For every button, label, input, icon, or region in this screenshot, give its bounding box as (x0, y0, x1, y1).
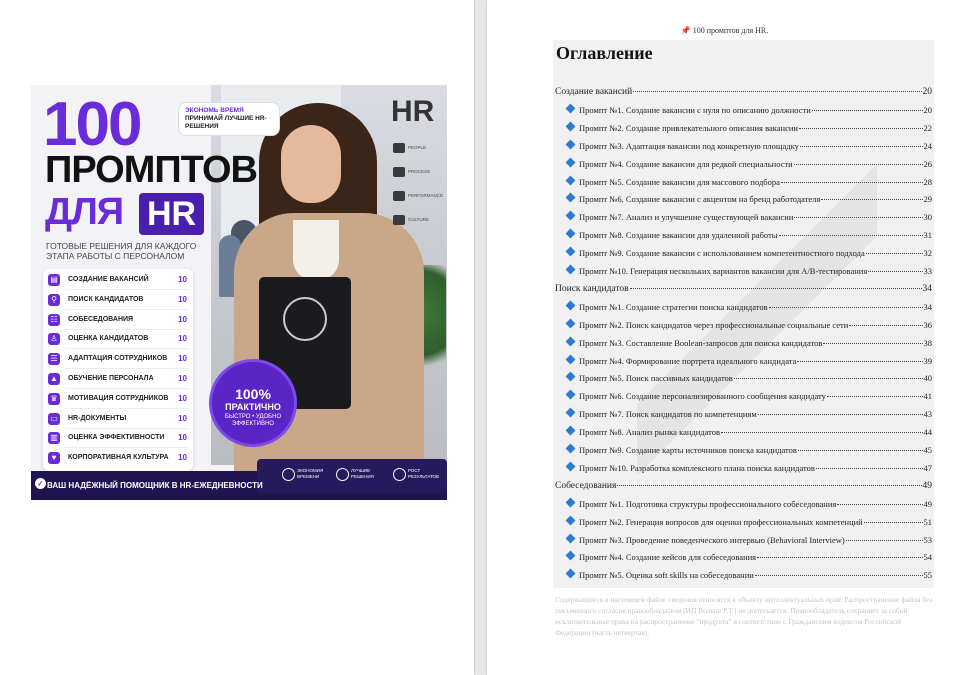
dot-leader (755, 575, 923, 576)
dot-leader (630, 288, 922, 289)
menu-item-count: 10 (178, 294, 187, 304)
toc-item-label: Промпт №1. Создание стратегии поиска кандидатов (579, 301, 768, 312)
diamond-bullet-icon (566, 372, 576, 382)
diamond-bullet-icon (566, 175, 576, 185)
menu-item-label: ПОИСК КАНДИДАТОВ (68, 295, 144, 303)
toc-page-number: 39 (923, 355, 932, 366)
bar-chart-icon: ▥ (48, 432, 60, 444)
diamond-bullet-icon (566, 103, 576, 113)
heart-icon: ♥ (48, 452, 60, 464)
growth-chart-icon (393, 468, 406, 481)
toc-item[interactable] (567, 445, 932, 455)
page-header (487, 26, 962, 35)
menu-item-label: ОЦЕНКА ЭФФЕКТИВНОСТИ (68, 434, 165, 442)
toc-page-number: 54 (923, 552, 932, 563)
toc-item[interactable] (567, 409, 932, 419)
dot-leader (827, 396, 923, 397)
toc-item[interactable] (567, 159, 932, 169)
side-item-culture (393, 215, 443, 225)
toc-page-number: 49 (923, 498, 932, 509)
badge-word: ПРАКТИЧНО (225, 402, 281, 412)
clock-icon (282, 468, 295, 481)
dot-leader (794, 217, 922, 218)
badge-percent: 100% (235, 386, 271, 402)
toc-item[interactable] (567, 391, 932, 401)
diamond-bullet-icon (566, 444, 576, 454)
menu-item (43, 370, 193, 389)
side-item-label: PEOPLE (408, 145, 427, 151)
side-item-label: PERFORMANCE (408, 193, 444, 199)
menu-item-label: АДАПТАЦИЯ СОТРУДНИКОВ (68, 355, 168, 363)
woman-shirt (293, 220, 339, 280)
dot-leader (769, 307, 923, 308)
diamond-bullet-icon (566, 569, 576, 579)
dot-leader (837, 504, 922, 505)
woman-face (281, 125, 341, 203)
toc-title: Оглавление (556, 43, 653, 63)
toc-item-label: Промпт №2. Генерация вопросов для оценки профессиональных компетенций (579, 516, 863, 527)
toc-page-number: 44 (923, 427, 932, 438)
side-item-label: CULTURE (408, 217, 429, 223)
toc-section-label: Поиск кандидатов (555, 283, 629, 294)
people-icon: ☷ (48, 314, 60, 326)
menu-item (43, 429, 193, 448)
diamond-bullet-icon (566, 300, 576, 310)
dot-leader (823, 343, 922, 344)
toc-item-label: Промпт №3. Составление Boolean-запросов для поиска кандидатов (579, 337, 823, 348)
stat-label: ЭКОНОМИЯ ВРЕМЕНИ (297, 468, 324, 479)
cover-title-for: ДЛЯ (45, 191, 124, 233)
toc-page-number: 24 (923, 140, 932, 151)
bubble-line-1: ЭКОНОМЬ ВРЕМЯ (185, 107, 244, 114)
dot-leader (821, 199, 922, 200)
toc-item-label: Промпт №6. Создание персонализированного сообщения кандидату (579, 391, 826, 402)
toc-item-label: Промпт №3. Проведение поведенческого интервью (Behavioral Interview) (579, 534, 845, 545)
cover-subtitle: ГОТОВЫЕ РЕШЕНИЯ ДЛЯ КАЖДОГО ЭТАПА РАБОТЫ С ПЕРСОНАЛОМ (46, 241, 197, 261)
diamond-bullet-icon (566, 318, 576, 328)
dot-leader (797, 361, 922, 362)
toc-item[interactable] (567, 427, 932, 437)
footer-text: ВАШ НАДЁЖНЫЙ ПОМОЩНИК В HR-ЕЖЕДНЕВНОСТИ (47, 481, 263, 490)
menu-item (43, 390, 193, 409)
diamond-bullet-icon (566, 336, 576, 346)
toc-page-number: 28 (923, 176, 932, 187)
toc-section-label: Создание вакансий (555, 87, 633, 97)
people-icon (393, 143, 405, 153)
dot-leader (758, 414, 923, 415)
menu-item-label: КОРПОРАТИВНАЯ КУЛЬТУРА (68, 454, 169, 462)
dot-leader (779, 235, 923, 236)
toc-page-number: 36 (923, 319, 932, 330)
dot-leader (816, 468, 923, 469)
dot-leader (868, 271, 922, 272)
toc-item-label: Промпт №6. Создание вакансии с акцентом на бренд работодателя (579, 194, 821, 205)
toc-item-label: Промпт №9. Создание вакансии с использованием компетентностного подхода (579, 248, 865, 259)
menu-item-label: СОЗДАНИЕ ВАКАНСИЙ (68, 276, 149, 283)
toc-item-label: Промпт №4. Формирование портрета идеального кандидата (579, 355, 797, 366)
cover-page (0, 0, 474, 675)
diamond-bullet-icon (566, 533, 576, 543)
toc-item[interactable] (567, 302, 932, 312)
menu-item-label: HR-ДОКУМЕНТЫ (68, 414, 127, 422)
people-search-icon (283, 297, 327, 341)
menu-item-count: 10 (178, 433, 187, 443)
toc-section[interactable] (555, 481, 932, 491)
diamond-bullet-icon (566, 247, 576, 257)
dot-leader (617, 485, 921, 486)
topics-menu (43, 269, 193, 471)
menu-item (43, 350, 193, 369)
dot-leader (794, 164, 923, 165)
toc-page-number: 47 (923, 462, 932, 473)
toc-page-number: 29 (923, 194, 932, 205)
toc-item-label: Промпт №1. Подготовка структуры профессионального собеседования (579, 498, 837, 509)
menu-item (43, 311, 193, 330)
side-item-label: PROCESS (408, 169, 431, 175)
toc-item-label: Промпт №2. Поиск кандидатов через профессиональные социальные сети (579, 319, 849, 330)
toc-item[interactable] (567, 194, 932, 204)
person-check-icon: ♙ (48, 333, 60, 345)
dot-leader (798, 450, 923, 451)
toc-item[interactable] (567, 105, 932, 115)
check-icon: ✓ (35, 478, 46, 489)
toc-item[interactable] (567, 499, 932, 509)
toc-section[interactable] (555, 284, 932, 294)
dot-leader (781, 182, 923, 183)
practical-badge (209, 359, 297, 447)
menu-item-count: 10 (178, 413, 187, 423)
search-person-icon: ⚲ (48, 294, 60, 306)
menu-item-count: 10 (178, 374, 187, 383)
toc-page-number: 40 (923, 373, 932, 384)
toc-item-label: Промпт №3. Адаптация вакансии под конкретную площадку (579, 140, 799, 151)
toc-section[interactable] (555, 87, 932, 97)
toc-item-label: Промпт №10. Разработка комплексного плана поиска кандидатов (579, 462, 815, 473)
menu-item-label: ОБУЧЕНИЕ ПЕРСОНАЛА (68, 375, 154, 382)
gear-icon (393, 167, 405, 177)
graduation-cap-icon: ▲ (48, 373, 60, 385)
file-icon: ▭ (48, 413, 60, 425)
menu-item-count: 10 (178, 393, 187, 403)
diamond-bullet-icon (566, 426, 576, 436)
toc-item-label: Промпт №9. Создание карты источников поиска кандидатов (579, 445, 797, 455)
diamond-bullet-icon (566, 121, 576, 131)
toc-item-label: Промпт №7. Анализ и улучшение существующей вакансии (579, 212, 794, 223)
toc-page-number: 34 (923, 301, 932, 312)
stat-growth (408, 468, 447, 480)
dot-leader (846, 540, 923, 541)
trophy-icon: ♛ (48, 393, 60, 405)
toc-page-number: 30 (923, 212, 932, 223)
toc-item[interactable] (567, 570, 932, 580)
diamond-bullet-icon (566, 139, 576, 149)
toc-item[interactable] (567, 123, 932, 133)
toc-item-label: Промпт №2. Создание привлекательного описания вакансии (579, 122, 798, 133)
menu-item-label: ОЦЕНКА КАНДИДАТОВ (68, 335, 149, 343)
toc-item[interactable] (567, 177, 932, 187)
cover-image (31, 85, 447, 500)
menu-item-count: 10 (178, 453, 187, 463)
diamond-bullet-icon (566, 265, 576, 275)
diamond-bullet-icon (566, 390, 576, 400)
toc-item-label: Промпт №7. Поиск кандидатов по компетенциям (579, 409, 757, 420)
side-item-process (393, 167, 443, 177)
toc-page-number: 31 (923, 230, 932, 241)
toc-item[interactable] (567, 535, 932, 545)
toc-item-label: Промпт №5. Поиск пассивных кандидатов (579, 373, 733, 384)
stat-solutions (351, 468, 391, 480)
stat-label: РОСТ РЕЗУЛЬТАТОВ (408, 468, 440, 479)
toc-page-number: 49 (922, 480, 932, 491)
menu-item (43, 330, 193, 349)
dot-leader (800, 146, 923, 147)
menu-item-label: МОТИВАЦИЯ СОТРУДНИКОВ (68, 394, 169, 402)
diamond-bullet-icon (566, 551, 576, 561)
side-hr-title: HR (391, 95, 435, 128)
dot-leader (849, 325, 922, 326)
toc-item-label: Промпт №4. Создание кейсов для собеседования (579, 552, 757, 563)
toc-item-label: Промпт №1. Создание вакансии с нуля по описанию должности (579, 104, 811, 115)
document-icon: ▤ (48, 274, 60, 286)
dot-leader (757, 557, 922, 558)
toc-page-number: 38 (923, 337, 932, 348)
dot-leader (734, 378, 923, 379)
badge-sub: БЫСТРО • УДОБНО ЭФФЕКТИВНО (224, 414, 282, 427)
toc-page-number: 45 (923, 445, 932, 455)
toc-page (487, 0, 962, 675)
bar-chart-icon (393, 191, 405, 201)
toc-item[interactable] (567, 230, 932, 240)
dot-leader (633, 91, 921, 92)
menu-item (43, 410, 193, 429)
toc-item[interactable] (567, 338, 932, 348)
dot-leader (864, 522, 923, 523)
toc-item-label: Промпт №10. Генерация нескольких вариантов вакансии для A/B-тестирования (579, 266, 868, 276)
toc-item-label: Промпт №8. Анализ рынка кандидатов (579, 427, 721, 438)
cover-title-number: 100 (43, 90, 141, 159)
toc-item-label: Промпт №5. Оценка soft skills на собеседовании (579, 570, 754, 581)
toc-page-number: 20 (923, 104, 932, 115)
toc-page-number: 51 (923, 516, 932, 527)
header-text: 100 промптов для HR. (692, 26, 769, 35)
toc-page-number: 22 (923, 122, 932, 133)
diamond-bullet-icon (566, 157, 576, 167)
toc-item-label: Промпт №5. Создание вакансии для массового подбора (579, 176, 780, 187)
toc-item[interactable] (567, 463, 932, 473)
toc-section-label: Собеседования (555, 480, 617, 491)
toc-page-number: 43 (923, 409, 932, 420)
toc-page-number: 41 (923, 391, 932, 402)
copyright-notice: Содержащиеся в настоящем файле сведения относятся к объекту интеллектуальных прав. Распространение файла без письменного согласия правообладателя [ИП Волков Р.Т.] не допускается. Правообладатель сохраняет за собой исключительные права на распространение "продукта" в соответствии с Гражданским кодексом Российской Федерации (часть четвертая). (555, 595, 933, 637)
toc-item[interactable] (567, 373, 932, 383)
toc-page-number: 55 (923, 570, 932, 581)
target-icon (336, 468, 349, 481)
menu-item-count: 10 (178, 334, 187, 344)
dot-leader (812, 110, 923, 111)
menu-item (43, 449, 193, 468)
toc-item[interactable] (567, 517, 932, 527)
toc-page-number: 34 (922, 283, 932, 294)
toc-item[interactable] (567, 552, 932, 562)
menu-item-count: 10 (178, 275, 187, 284)
toc-item[interactable] (567, 266, 932, 276)
toc-page-number: 26 (923, 158, 932, 169)
stat-label: ЛУЧШИЕ РЕШЕНИЯ (351, 468, 374, 479)
toc-item[interactable] (567, 212, 932, 222)
diamond-bullet-icon (566, 354, 576, 364)
menu-item-label: СОБЕСЕДОВАНИЯ (68, 315, 134, 323)
heart-icon (393, 215, 405, 225)
group-icon: ☰ (48, 353, 60, 365)
toc-page-number: 32 (923, 248, 932, 259)
toc-item[interactable] (567, 356, 932, 366)
side-item-people (393, 143, 443, 153)
toc-item[interactable] (567, 248, 932, 258)
toc-page-number: 20 (922, 87, 932, 97)
menu-item (43, 291, 193, 310)
diamond-bullet-icon (566, 408, 576, 418)
stat-time (297, 468, 337, 480)
menu-item (43, 271, 193, 290)
dot-leader (866, 253, 923, 254)
menu-item-count: 10 (178, 314, 187, 324)
diamond-bullet-icon (566, 193, 576, 203)
diamond-bullet-icon (566, 211, 576, 221)
toc-item-label: Промпт №4. Создание вакансии для редкой специальности (579, 158, 793, 169)
menu-item-count: 10 (178, 354, 187, 364)
diamond-bullet-icon (566, 515, 576, 525)
diamond-bullet-icon (566, 497, 576, 507)
bubble-line-2: ПРИНИМАЙ ЛУЧШИЕ HR-РЕШЕНИЯ (185, 115, 267, 130)
toc-page-number: 33 (923, 266, 932, 276)
toc-item-label: Промпт №8. Создание вакансии для удаленной работы (579, 230, 778, 241)
toc-page-number: 53 (923, 534, 932, 545)
dot-leader (799, 128, 923, 129)
cover-title-hr: HR (139, 193, 204, 235)
dot-leader (721, 432, 922, 433)
pin-icon: 📌 (680, 26, 691, 35)
speech-bubble (178, 102, 280, 136)
cover-title-prompts: ПРОМПТОВ (45, 149, 257, 191)
diamond-bullet-icon (566, 461, 576, 471)
toc-item[interactable] (567, 320, 932, 330)
diamond-bullet-icon (566, 229, 576, 239)
side-item-performance (393, 191, 443, 201)
toc-item[interactable] (567, 141, 932, 151)
